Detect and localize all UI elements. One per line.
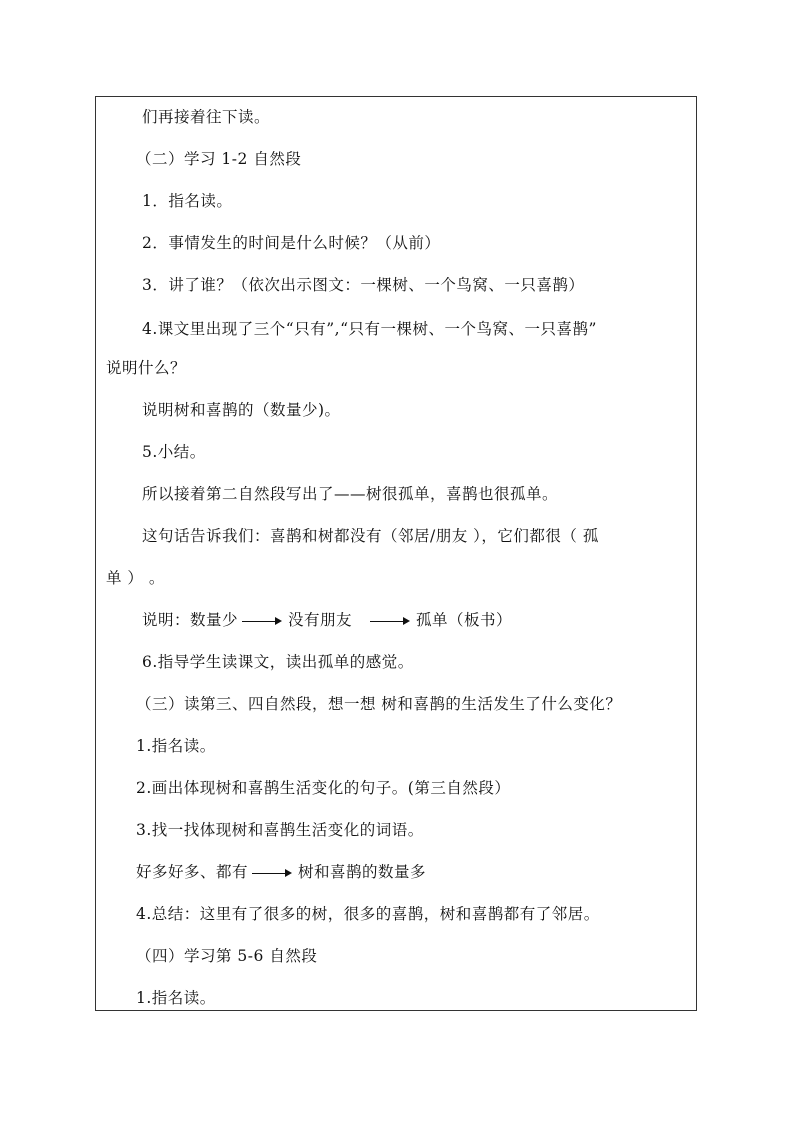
flow1-middle: 没有朋友	[288, 611, 353, 629]
text-line-14: 6.指导学生读课文，读出孤单的感觉。	[142, 653, 414, 671]
document-frame	[95, 96, 697, 1011]
flow2-start: 好多好多、都有	[136, 863, 249, 881]
section-heading-2: （二）学习 1-2 自然段	[136, 150, 302, 168]
text-line-20: 4.总结：这里有了很多的树，很多的喜鹊，树和喜鹊都有了邻居。	[136, 905, 600, 923]
text-line-16: 1.指名读。	[136, 737, 216, 755]
flow2-end: 树和喜鹊的数量多	[298, 863, 427, 881]
text-line-12: 单 ） 。	[106, 569, 165, 587]
flow-line-2	[136, 862, 696, 882]
arrow-icon	[252, 868, 292, 878]
text-line-18: 3.找一找体现树和喜鹊生活变化的词语。	[136, 821, 424, 839]
text-line-6: 4.课文里出现了三个“只有”,“只有一棵树、一个鸟窝、一只喜鹊”	[142, 320, 597, 338]
text-line-9: 5.小结。	[142, 443, 206, 461]
text-line-17: 2.画出体现树和喜鹊生活变化的句子。(第三自然段）	[136, 779, 511, 797]
text-line-3: 1．指名读。	[142, 192, 233, 210]
flow1-end: 孤单（板书）	[416, 611, 513, 629]
text-line-8: 说明树和喜鹊的（数量少)。	[142, 401, 341, 419]
text-line-5: 3．讲了谁？（依次出示图文：一棵树、一个鸟窝、一只喜鹊）	[142, 276, 585, 294]
flow1-start: 说明：数量少	[142, 611, 239, 629]
flow-line-1	[142, 610, 696, 630]
text-line-7: 说明什么？	[106, 359, 187, 377]
section-heading-3: （三）读第三、四自然段，想一想 树和喜鹊的生活发生了什么变化？	[136, 695, 622, 713]
text-line-22: 1.指名读。	[136, 989, 216, 1007]
section-heading-4: （四）学习第 5-6 自然段	[136, 947, 318, 965]
text-line-10: 所以接着第二自然段写出了——树很孤单，喜鹊也很孤单。	[142, 485, 559, 503]
text-line-4: 2．事情发生的时间是什么时候？（从前）	[142, 234, 441, 252]
text-line-1: 们再接着往下读。	[142, 108, 271, 126]
arrow-icon	[242, 616, 282, 626]
arrow-icon	[370, 616, 410, 626]
text-line-11: 这句话告诉我们：喜鹊和树都没有（邻居/朋友 ），它们都很（ 孤	[142, 527, 599, 545]
